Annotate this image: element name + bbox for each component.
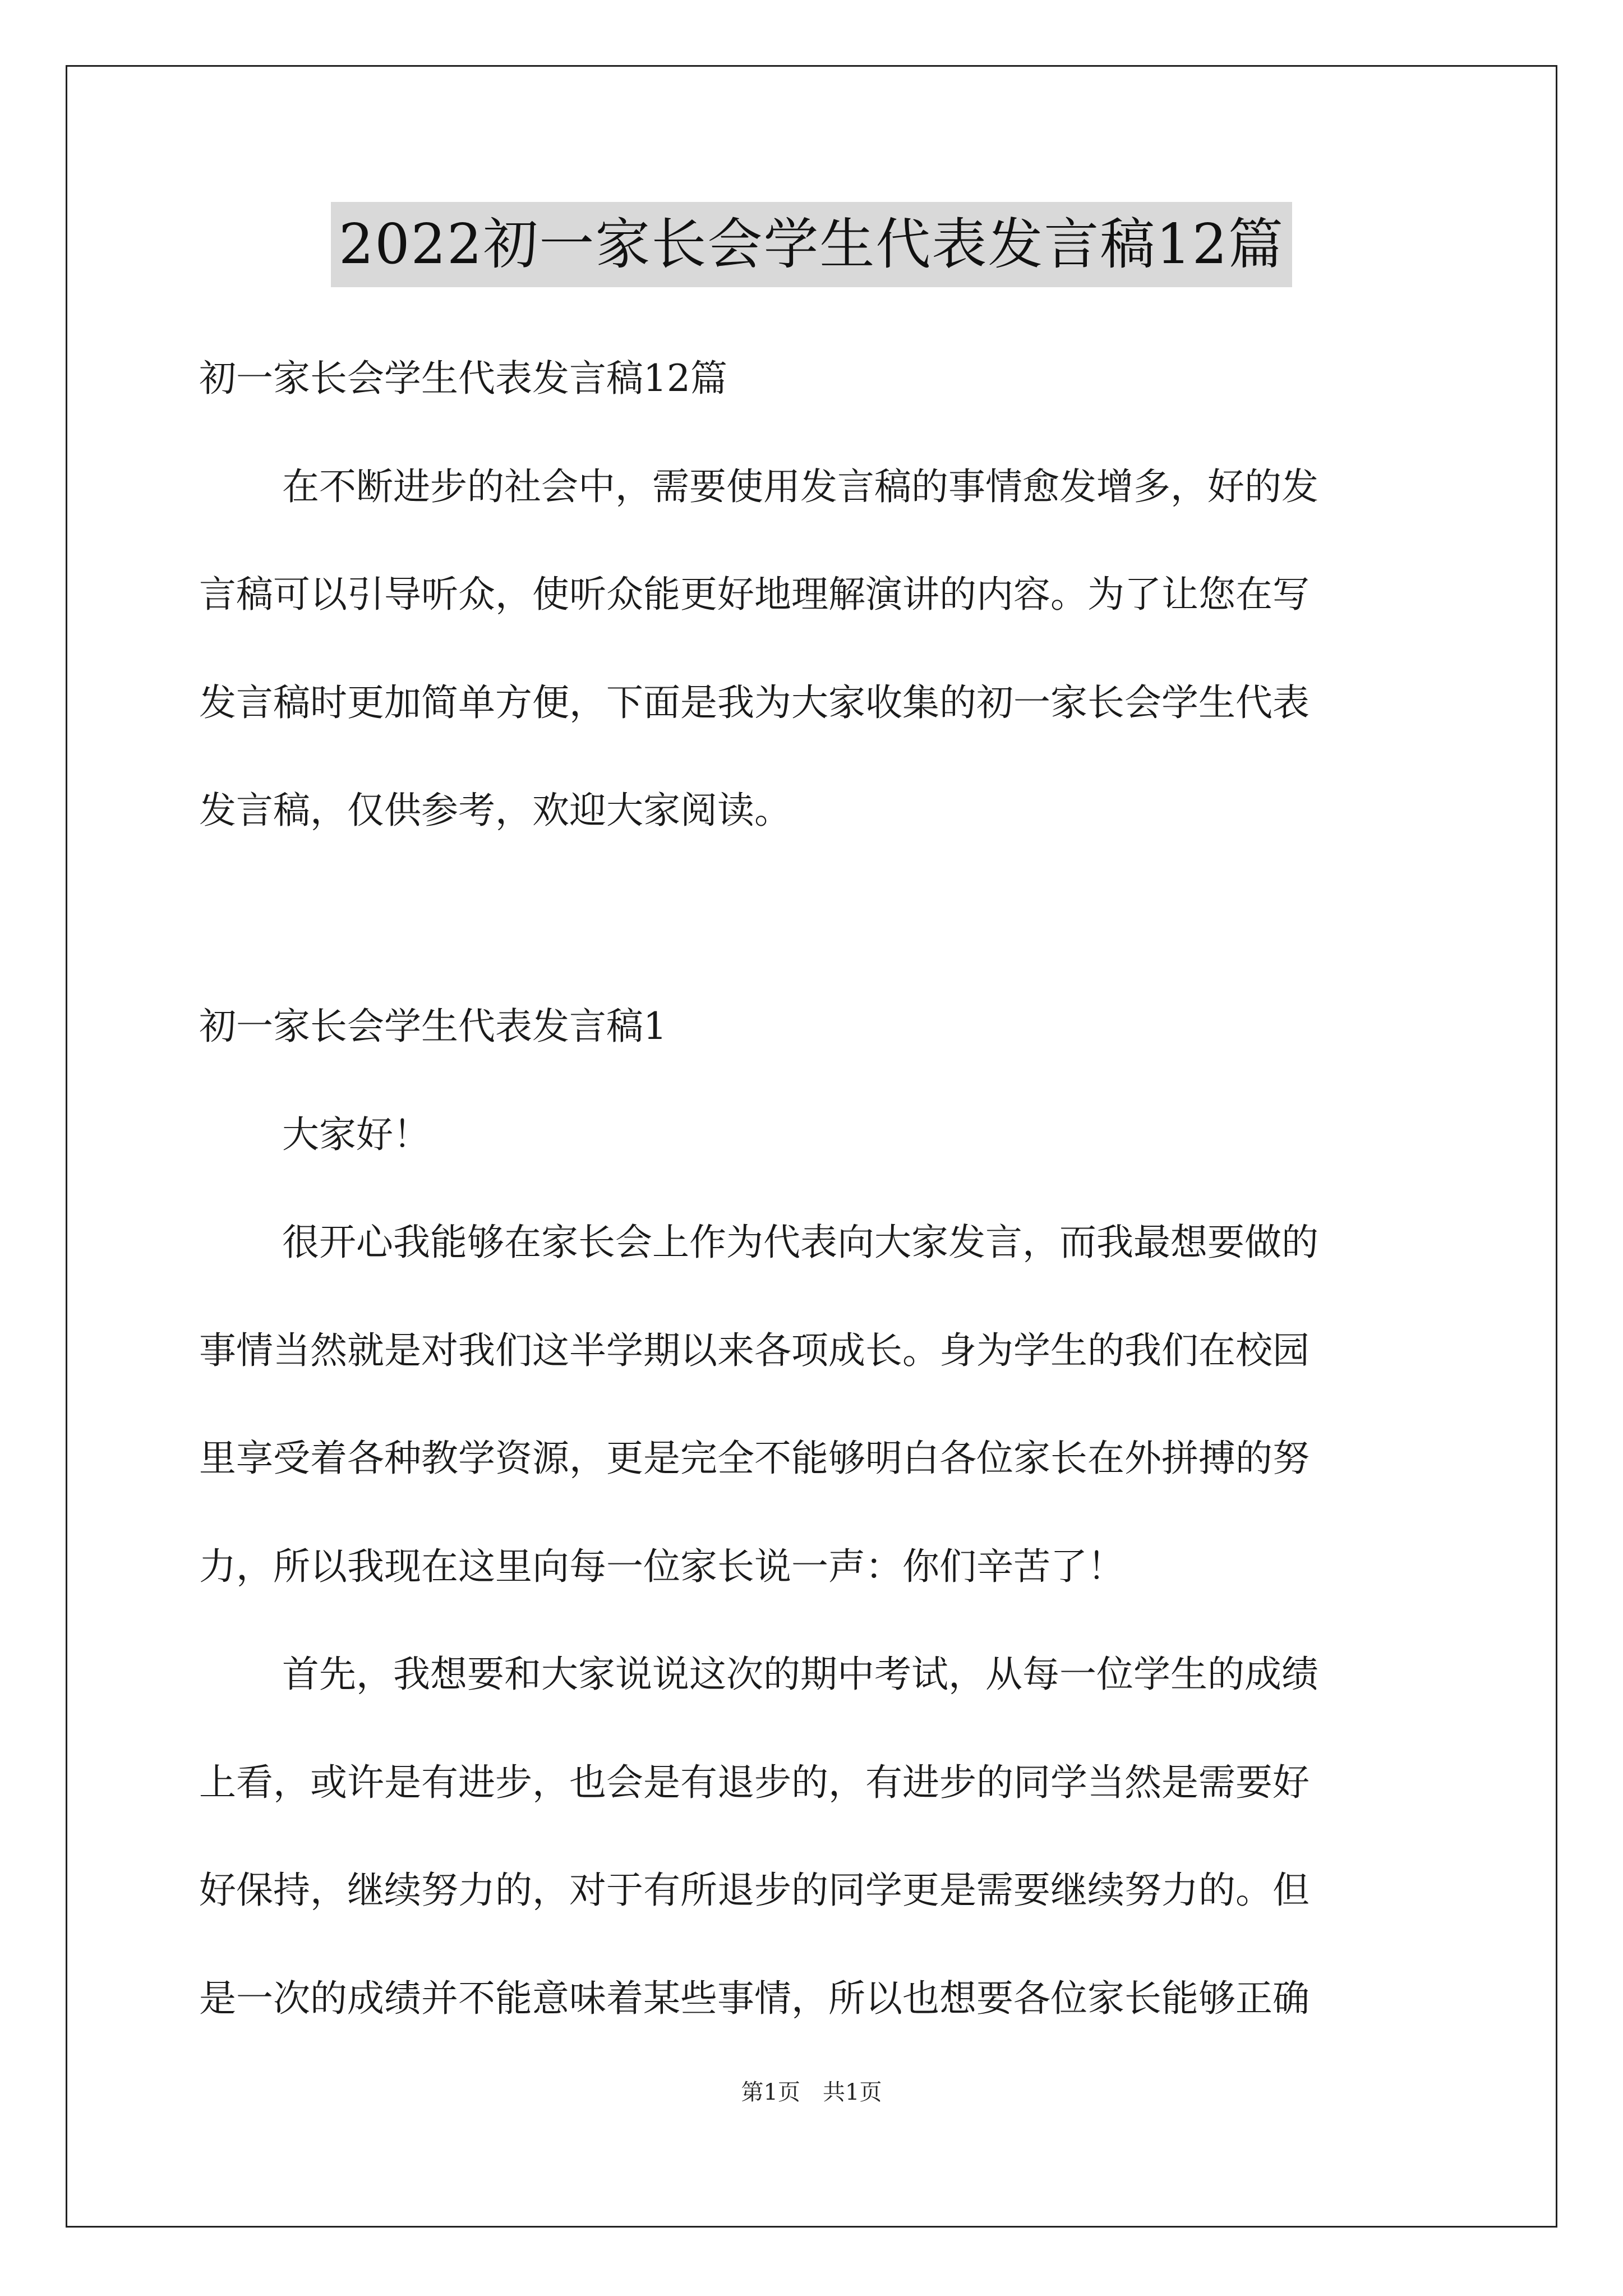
intro-line: 发言稿，仅供参考，欢迎大家阅读。 (199, 789, 791, 832)
document-title: 2022初一家长会学生代表发言稿12篇 (331, 202, 1292, 287)
document-subtitle: 初一家长会学生代表发言稿12篇 (199, 357, 727, 400)
intro-line: 在不断进步的社会中，需要使用发言稿的事情愈发增多，好的发 (282, 465, 1318, 508)
page-number: 第1页 共1页 (741, 2079, 882, 2105)
greeting-line: 大家好！ (282, 1113, 430, 1156)
paragraph-line: 很开心我能够在家长会上作为代表向大家发言，而我最想要做的 (282, 1221, 1318, 1264)
paragraph-line: 是一次的成绩并不能意味着某些事情，所以也想要各位家长能够正确 (199, 1977, 1310, 2020)
paragraph-line: 好保持，继续努力的，对于有所退步的同学更是需要继续努力的。但 (199, 1869, 1310, 1912)
paragraph-line: 首先，我想要和大家说说这次的期中考试，从每一位学生的成绩 (282, 1653, 1318, 1696)
paragraph-line: 里享受着各种教学资源，更是完全不能够明白各位家长在外拼搏的努 (199, 1437, 1310, 1480)
title-container (0, 202, 1623, 287)
intro-line: 发言稿时更加简单方便，下面是我为大家收集的初一家长会学生代表 (199, 681, 1310, 724)
page-footer (0, 2078, 1623, 2106)
paragraph-line: 力，所以我现在这里向每一位家长说一声：你们辛苦了！ (199, 1545, 1124, 1588)
paragraph-line: 上看，或许是有进步，也会是有退步的，有进步的同学当然是需要好 (199, 1761, 1310, 1804)
intro-line: 言稿可以引导听众，使听众能更好地理解演讲的内容。为了让您在写 (199, 573, 1310, 616)
paragraph-line: 事情当然就是对我们这半学期以来各项成长。身为学生的我们在校园 (199, 1329, 1310, 1372)
section-heading: 初一家长会学生代表发言稿1 (199, 1005, 667, 1048)
